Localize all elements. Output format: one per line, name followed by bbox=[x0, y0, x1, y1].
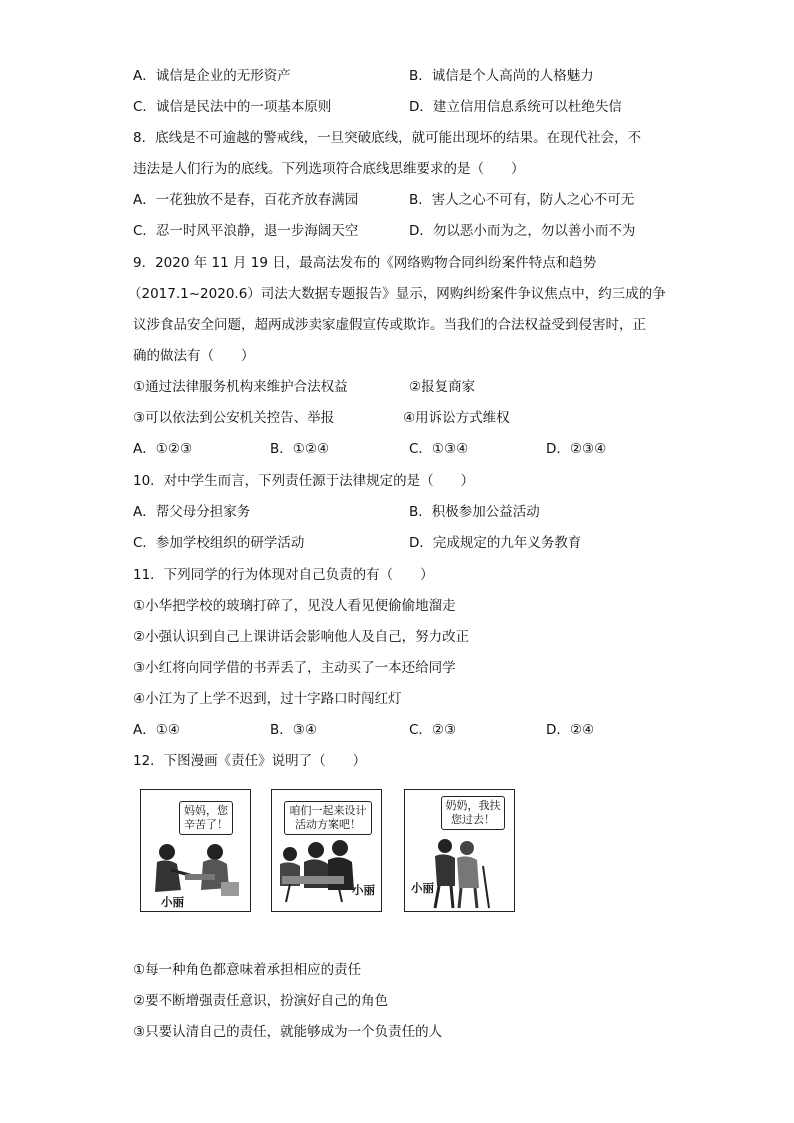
q10-option-b: B．积极参加公益活动 bbox=[409, 504, 540, 520]
q11-option-d: D．②④ bbox=[546, 722, 595, 738]
q9-item-3: ③可以依法到公安机关控告、举报 bbox=[133, 410, 335, 426]
q11-option-a: A．①④ bbox=[133, 722, 180, 738]
panel-2-caption: 小丽 bbox=[352, 883, 375, 897]
q9-option-a: A．①②③ bbox=[133, 441, 193, 457]
panel-1-illustration bbox=[141, 790, 251, 912]
q11-item-1: ①小华把学校的玻璃打碎了，见没人看见便偷偷地溜走 bbox=[133, 598, 456, 614]
q12-stem: 12．下图漫画《责任》说明了（ ） bbox=[133, 753, 367, 769]
q8-option-d: D．勿以恶小而为之，勿以善小而不为 bbox=[409, 223, 636, 239]
q11-stem: 11．下列同学的行为体现对自己负责的有（ ） bbox=[133, 567, 434, 583]
q11-item-3: ③小红将向同学借的书弄丢了，主动买了一本还给同学 bbox=[133, 660, 456, 676]
q12-item-2: ②要不断增强责任意识，扮演好自己的角色 bbox=[133, 993, 389, 1009]
comic-panel-2 bbox=[271, 789, 382, 912]
q8-option-c: C．忍一时风平浪静，退一步海阔天空 bbox=[133, 223, 359, 239]
q10-option-c: C．参加学校组织的研学活动 bbox=[133, 535, 305, 551]
q9-item-2: ②报复商家 bbox=[409, 379, 476, 395]
panel-2-speech-bubble: 咱们一起来设计活动方案吧！ bbox=[284, 801, 372, 835]
q12-item-1: ①每一种角色都意味着承担相应的责任 bbox=[133, 962, 362, 978]
q10-option-d: D．完成规定的九年义务教育 bbox=[409, 535, 582, 551]
panel-1-caption: 小丽 bbox=[161, 895, 184, 909]
q11-option-c: C．②③ bbox=[409, 722, 457, 738]
q10-option-a: A．帮父母分担家务 bbox=[133, 504, 251, 520]
q9-option-b: B．①②④ bbox=[270, 441, 330, 457]
q11-item-2: ②小强认识到自己上课讲话会影响他人及自己，努力改正 bbox=[133, 629, 470, 645]
comic-panel-1 bbox=[140, 789, 251, 912]
q9-stem-line-1: 9．2020 年 11 月 19 日，最高法发布的《网络购物合同纠纷案件特点和趋势 bbox=[133, 255, 597, 271]
q8-option-a: A．一花独放不是春，百花齐放春满园 bbox=[133, 192, 359, 208]
q9-item-4: ④用诉讼方式维权 bbox=[403, 410, 510, 426]
q7-option-b: B．诚信是个人高尚的人格魅力 bbox=[409, 68, 594, 84]
q12-item-3: ③只要认清自己的责任，就能够成为一个负责任的人 bbox=[133, 1024, 443, 1040]
q11-item-4: ④小江为了上学不迟到，过十字路口时闯红灯 bbox=[133, 691, 402, 707]
q7-option-d: D．建立信用信息系统可以杜绝失信 bbox=[409, 99, 622, 115]
q8-stem-line-2: 违法是人们行为的底线。下列选项符合底线思维要求的是（ ） bbox=[133, 161, 525, 177]
q7-option-a: A．诚信是企业的无形资产 bbox=[133, 68, 291, 84]
q9-item-1: ①通过法律服务机构来维护合法权益 bbox=[133, 379, 348, 395]
q9-stem-line-4: 确的做法有（ ） bbox=[133, 348, 255, 364]
q11-option-b: B．③④ bbox=[270, 722, 317, 738]
q9-option-c: C．①③④ bbox=[409, 441, 469, 457]
q9-stem-line-3: 议涉食品安全问题，超两成涉卖家虚假宣传或欺诈。当我们的合法权益受到侵害时，正 bbox=[133, 317, 646, 333]
q9-option-d: D．②③④ bbox=[546, 441, 607, 457]
comic-panel-3 bbox=[404, 789, 515, 912]
q7-option-c: C．诚信是民法中的一项基本原则 bbox=[133, 99, 332, 115]
panel-1-speech-bubble: 妈妈，您辛苦了！ bbox=[179, 801, 233, 835]
q8-stem-line-1: 8．底线是不可逾越的警戒线，一旦突破底线，就可能出现坏的结果。在现代社会，不 bbox=[133, 130, 642, 146]
q9-stem-line-2: （2017.1~2020.6）司法大数据专题报告》显示，网购纠纷案件争议焦点中，约三成的争 bbox=[128, 286, 666, 302]
q10-stem: 10．对中学生而言，下列责任源于法律规定的是（ ） bbox=[133, 473, 475, 489]
q8-option-b: B．害人之心不可有，防人之心不可无 bbox=[409, 192, 635, 208]
panel-3-speech-bubble: 奶奶，我扶您过去！ bbox=[441, 796, 505, 830]
panel-3-caption: 小丽 bbox=[411, 881, 434, 895]
